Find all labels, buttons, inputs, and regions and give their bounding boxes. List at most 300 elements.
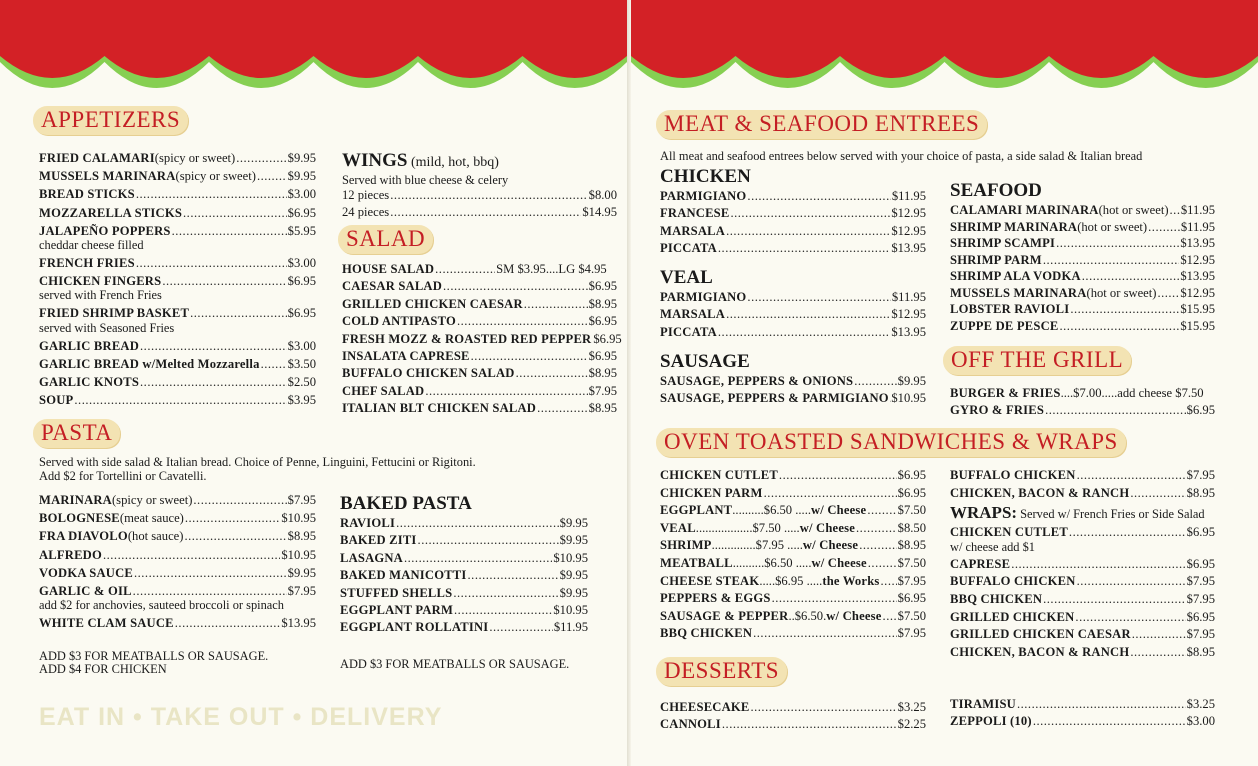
item-subtext: w/ cheese add $1 <box>950 539 1035 554</box>
dot-leader <box>524 296 588 313</box>
item-price: $13.95 <box>1180 236 1215 250</box>
item-name: SHRIMP ALA VODKA <box>950 269 1081 283</box>
item-name: GARLIC & OIL <box>39 584 132 599</box>
item-name: SHRIMP MARINARA <box>950 219 1078 234</box>
sandwich-item <box>660 590 926 608</box>
sandwich-item <box>660 573 926 591</box>
sausage-entree <box>660 373 926 390</box>
dot-leader <box>261 355 287 373</box>
item-name: CHICKEN FINGERS <box>39 274 162 289</box>
item-name: PICCATA <box>660 324 717 339</box>
salad-item <box>342 331 622 348</box>
wings-title: WINGS <box>342 150 408 171</box>
item-base-price: ..........$6.50 ..... <box>732 555 812 570</box>
item-price: $7.50 <box>897 503 926 518</box>
item-price-text: $7.00.....add cheese $7.50 <box>1073 386 1204 400</box>
dot-leader <box>396 515 559 532</box>
item-price: $6.95 <box>1186 609 1215 624</box>
red-scalloped-banner <box>0 0 627 100</box>
item-name: FRIED CALAMARI <box>39 151 155 165</box>
item-name: ZEPPOLI (10) <box>950 714 1032 729</box>
dot-leader <box>854 373 896 390</box>
item-name: TIRAMISU <box>950 697 1016 711</box>
item-name: PARMIGIANO <box>660 189 747 203</box>
item-price: $10.95 <box>891 391 926 406</box>
dot-leader <box>1132 626 1186 644</box>
item-name: CHEESECAKE <box>660 700 750 714</box>
chicken-entree <box>660 223 926 240</box>
item-price: $6.95 <box>593 331 622 346</box>
item-price: $14.95 <box>582 205 617 220</box>
dot-leader <box>236 149 286 167</box>
item-price: $2.25 <box>897 717 926 732</box>
meat-intro: All meat and seafood entrees below served with your choice of pasta, a side salad & Italian bread <box>660 149 1143 163</box>
pasta-item <box>39 614 316 632</box>
item-name: CANNOLI <box>660 717 721 732</box>
item-price: $8.95 <box>897 538 926 553</box>
wrap-item <box>950 591 1215 609</box>
item-name: ITALIAN BLT CHICKEN SALAD <box>342 401 537 416</box>
item-name: MUSSELS MARINARA <box>950 285 1087 300</box>
item-price: $9.95 <box>287 151 316 165</box>
item-name: GARLIC BREAD w/Melted Mozzarella <box>39 356 260 371</box>
item-name: MOZZARELLA STICKS <box>39 205 183 220</box>
dot-leader <box>454 602 552 619</box>
sausage-entree <box>660 390 926 407</box>
item-price: $12.95 <box>1180 285 1215 300</box>
dot-leader <box>1148 219 1180 236</box>
sandwich-item <box>950 467 1215 485</box>
item-name: FRESH MOZZ & ROASTED RED PEPPER <box>342 331 592 346</box>
item-note: (meat sauce) <box>119 511 184 526</box>
item-note: (spicy or sweet) <box>111 493 193 507</box>
item-price: $9.95 <box>897 374 926 388</box>
item-name: CHICKEN, BACON & RANCH <box>950 485 1130 500</box>
dot-leader <box>136 254 287 272</box>
veal-entree <box>660 289 926 306</box>
seafood-entree <box>950 252 1215 269</box>
dot-leader <box>1059 318 1179 335</box>
dot-leader <box>184 527 286 545</box>
item-price: $3.00 <box>1186 714 1215 729</box>
wings-note: (mild, hot, bbq) <box>407 155 499 170</box>
section-title-desserts: DESSERTS <box>656 657 787 686</box>
dot-leader <box>140 337 287 355</box>
dot-leader <box>881 573 897 591</box>
pasta-addon-meatballs: ADD $3 FOR MEATBALLS OR SAUSAGE. <box>39 649 269 663</box>
item-price: $6.95 <box>287 205 316 220</box>
item-option: w/ Cheese <box>811 555 867 570</box>
wrap-item <box>950 626 1215 644</box>
item-price: $5.95 <box>287 223 316 238</box>
appetizer-item <box>39 254 316 272</box>
item-price: $11.95 <box>891 290 926 304</box>
item-name: SOUP <box>39 393 74 408</box>
item-name: MARSALA <box>660 223 726 238</box>
item-name: EGGPLANT ROLLATINI <box>340 620 489 635</box>
item-price: $3.50 <box>287 356 316 371</box>
item-name: GYRO & FRIES <box>950 403 1045 418</box>
seafood-entree <box>950 285 1215 302</box>
pasta-item <box>39 509 316 527</box>
item-name: FRA DIAVOLO <box>39 529 128 544</box>
item-name: ALFREDO <box>39 547 102 562</box>
dot-leader <box>726 306 890 323</box>
item-name: CHEF SALAD <box>342 383 425 398</box>
pasta-addon-chicken: ADD $4 FOR CHICKEN <box>39 662 167 676</box>
dot-leader <box>425 383 587 400</box>
item-price: $11.95 <box>1180 219 1215 234</box>
dot-leader <box>779 467 897 485</box>
dot-leader <box>404 550 552 567</box>
baked-pasta-item <box>340 619 588 636</box>
item-name: RAVIOLI <box>340 516 396 530</box>
baked-pasta-item <box>340 550 588 567</box>
dot-leader <box>443 278 588 295</box>
item-price: $8.95 <box>287 529 316 544</box>
item-base-price: ..............$7.95 ..... <box>711 538 803 553</box>
item-price: $7.95 <box>287 493 316 507</box>
item-name: CAPRESE <box>950 556 1011 571</box>
item-price: $7.95 <box>588 383 617 398</box>
pasta-list <box>39 491 316 632</box>
item-price: $3.00 <box>287 187 316 202</box>
item-name: BAKED MANICOTTI <box>340 568 467 583</box>
item-price: $12.95 <box>891 307 926 322</box>
item-note: (hot or sweet) <box>1098 203 1169 217</box>
item-name: FRIED SHRIMP BASKET <box>39 306 190 321</box>
baked-pasta-item <box>340 515 588 532</box>
wrap-item <box>950 644 1215 662</box>
sandwich-item <box>660 555 926 573</box>
item-name: SHRIMP PARM <box>950 252 1042 267</box>
item-base-price: .....$6.95 ..... <box>759 573 823 588</box>
veal-entree <box>660 306 926 323</box>
appetizer-item <box>39 304 316 322</box>
seafood-entree <box>950 301 1215 318</box>
dot-leader <box>1069 524 1186 542</box>
item-price: SM $3.95....LG $4.95 <box>496 262 607 276</box>
item-name: STUFFED SHELLS <box>340 585 453 600</box>
item-name: VEAL <box>660 520 696 535</box>
item-price: $8.95 <box>1186 485 1215 500</box>
item-price: $6.95 <box>897 485 926 500</box>
sandwich-item <box>660 520 926 538</box>
item-name: BOLOGNESE <box>39 511 120 526</box>
item-price: $7.50 <box>897 555 926 570</box>
item-name: GRILLED CHICKEN CAESAR <box>342 296 523 311</box>
item-name: SHRIMP <box>660 538 712 553</box>
item-name: BBQ CHICKEN <box>950 591 1043 606</box>
item-price: $6.95 <box>1186 403 1215 418</box>
item-name: LASAGNA <box>340 550 403 565</box>
dot-leader <box>1082 268 1180 285</box>
item-price: $13.95 <box>891 241 926 256</box>
item-name: ZUPPE DE PESCE <box>950 318 1059 333</box>
item-price: $6.95 <box>287 306 316 321</box>
item-name: FRENCH FRIES <box>39 256 135 271</box>
section-title-meat-seafood: MEAT & SEAFOOD ENTREES <box>656 110 987 139</box>
dot-leader <box>883 608 897 626</box>
dot-leader <box>162 272 286 290</box>
item-price: $9.95 <box>559 568 588 583</box>
dot-leader <box>183 204 287 222</box>
wraps-list <box>950 524 1215 661</box>
appetizers-list <box>39 149 316 409</box>
wings-item <box>342 187 617 204</box>
salad-item <box>342 296 617 313</box>
item-note: (spicy or sweet) <box>154 151 236 165</box>
baked-pasta-title: BAKED PASTA <box>340 493 472 514</box>
item-subtext: served with French Fries <box>39 288 162 303</box>
item-base-price: ..$6.50. <box>788 608 827 623</box>
item-price: $12.95 <box>1180 252 1215 267</box>
item-name: EGGPLANT <box>660 503 733 518</box>
baked-pasta-item <box>340 602 588 619</box>
dot-leader <box>747 188 890 205</box>
item-name: BUFFALO CHICKEN <box>950 574 1076 589</box>
item-subtext: add $2 for anchovies, sauteed broccoli or spinach <box>39 598 284 613</box>
item-price: $7.95 <box>897 626 926 641</box>
dot-leader <box>190 304 287 322</box>
item-price: $12.95 <box>891 223 926 238</box>
item-base-price: ..........$6.50 ..... <box>732 503 811 518</box>
item-price: $3.25 <box>897 700 926 714</box>
item-name: INSALATA CAPRESE <box>342 349 470 364</box>
dot-leader <box>516 365 588 382</box>
appetizer-item <box>39 337 316 355</box>
salad-item <box>342 313 617 330</box>
item-name: EGGPLANT PARM <box>340 603 454 618</box>
item-price: $6.95 <box>897 468 926 482</box>
dot-leader <box>1077 467 1186 485</box>
appetizer-item <box>39 167 316 185</box>
salad-item <box>342 400 617 417</box>
item-price: $3.95 <box>287 393 316 408</box>
dot-leader <box>390 187 587 204</box>
item-name: SAUSAGE, PEPPERS & PARMIGIANO <box>660 391 889 406</box>
wrap-item <box>950 573 1215 591</box>
item-price: $6.95 <box>287 274 316 289</box>
item-price: $7.95 <box>1186 591 1215 606</box>
item-name: BUFFALO CHICKEN <box>950 468 1076 482</box>
wings-item <box>342 204 617 221</box>
desserts-list <box>660 699 926 734</box>
section-title-off-the-grill: OFF THE GRILL <box>943 346 1131 375</box>
desserts-list-right <box>950 696 1215 731</box>
item-name: SHRIMP SCAMPI <box>950 236 1056 250</box>
item-price: $3.00 <box>287 338 316 353</box>
dot-leader <box>1043 252 1179 269</box>
veal-entrees-list <box>660 289 926 341</box>
item-option: w/ Cheese <box>826 608 882 623</box>
dot-leader <box>1077 573 1186 591</box>
section-title-sandwiches-wraps: OVEN TOASTED SANDWICHES & WRAPS <box>656 428 1126 457</box>
item-name: CHICKEN CUTLET <box>950 525 1068 540</box>
wraps-title: WRAPS: <box>950 503 1018 523</box>
salad-item <box>342 348 617 365</box>
appetizer-item <box>39 391 316 409</box>
sandwich-item <box>660 625 926 643</box>
item-price: $8.50 <box>897 520 926 535</box>
item-price: $3.00 <box>287 256 316 271</box>
item-name: GRILLED CHICKEN <box>950 609 1075 624</box>
item-name: BREAD STICKS <box>39 187 135 202</box>
salad-item <box>342 365 617 382</box>
item-name: MUSSELS MARINARA <box>39 169 176 184</box>
seafood-entree <box>950 318 1215 335</box>
dot-leader <box>867 502 896 520</box>
item-dots: .... <box>1060 386 1074 400</box>
dot-leader <box>257 167 287 185</box>
dot-leader <box>718 240 890 257</box>
item-name: CHICKEN, BACON & RANCH <box>950 644 1130 659</box>
item-price: $10.95 <box>553 550 588 565</box>
item-name: VODKA SAUCE <box>39 565 133 580</box>
item-price: $8.95 <box>588 296 617 311</box>
dot-leader <box>193 491 286 509</box>
dot-leader <box>537 400 588 417</box>
dot-leader <box>1075 609 1185 627</box>
item-price: $13.95 <box>891 324 926 339</box>
salad-item <box>342 383 617 400</box>
sandwiches-list <box>660 467 926 643</box>
item-subtext: served with Seasoned Fries <box>39 320 175 335</box>
item-price: $6.95 <box>1186 525 1215 540</box>
section-title-appetizers: APPETIZERS <box>33 106 188 135</box>
baked-addon: ADD $3 FOR MEATBALLS OR SAUSAGE. <box>340 657 570 671</box>
dot-leader <box>722 716 897 733</box>
dot-leader <box>868 555 897 573</box>
appetizer-item <box>39 149 316 167</box>
red-scalloped-banner-right <box>631 0 1258 100</box>
salad-item <box>342 261 617 278</box>
dot-leader <box>772 590 897 608</box>
salad-list <box>342 261 622 418</box>
item-price: $7.50 <box>897 608 926 623</box>
dot-leader <box>185 509 280 527</box>
appetizer-item <box>39 204 316 222</box>
dot-leader <box>1130 644 1185 662</box>
dot-leader <box>1157 285 1179 302</box>
dot-leader <box>718 324 890 341</box>
dot-leader <box>1011 556 1185 574</box>
wrap-item <box>950 609 1215 627</box>
wrap-item <box>950 556 1215 574</box>
item-price: $11.95 <box>891 189 926 203</box>
item-name: CHICKEN PARM <box>660 485 763 500</box>
item-price: $7.95 <box>287 584 316 599</box>
item-price: $11.95 <box>553 620 588 635</box>
dessert-item <box>950 713 1215 730</box>
item-name: PARMIGIANO <box>660 290 747 304</box>
item-price: $9.95 <box>559 585 588 600</box>
item-price: $8.95 <box>588 401 617 416</box>
item-price: $9.95 <box>287 565 316 580</box>
dessert-item <box>660 699 926 716</box>
dot-leader <box>859 537 896 555</box>
wings-list <box>342 187 617 222</box>
dot-leader <box>1170 202 1180 219</box>
wraps-note: Served w/ French Fries or Side Salad <box>1017 507 1205 522</box>
item-price: $10.95 <box>553 603 588 618</box>
item-name: CHEESE STEAK <box>660 573 760 588</box>
chicken-entree <box>660 240 926 257</box>
item-name: MARSALA <box>660 307 726 322</box>
seafood-entree <box>950 235 1215 252</box>
grill-item <box>950 402 1215 419</box>
item-name: BUFFALO CHICKEN SALAD <box>342 366 515 381</box>
dot-leader <box>730 205 890 222</box>
dot-leader <box>890 390 891 407</box>
chicken-title: CHICKEN <box>660 166 751 187</box>
item-note: (hot or sweet) <box>1077 219 1148 234</box>
veal-title: VEAL <box>660 267 713 288</box>
item-name: LOBSTER RAVIOLI <box>950 302 1070 316</box>
right-menu-page <box>631 0 1258 766</box>
dot-leader <box>1045 402 1186 419</box>
item-name: HOUSE SALAD <box>342 262 435 276</box>
item-price: $10.95 <box>281 547 316 562</box>
pasta-intro: Served with side salad & Italian bread. Choice of Penne, Linguini, Fettucini or Rigitoni. <box>39 455 476 469</box>
dot-leader <box>74 391 286 409</box>
wings-subtitle: Served with blue cheese & celery <box>342 173 509 187</box>
item-name: COLD ANTIPASTO <box>342 314 456 329</box>
seafood-entrees-list <box>950 202 1215 334</box>
item-price: $8.95 <box>1186 644 1215 659</box>
item-price: $9.95 <box>559 516 588 530</box>
item-price: $7.95 <box>1186 574 1215 589</box>
item-name: PICCATA <box>660 241 717 256</box>
chicken-entree <box>660 205 926 222</box>
dot-leader <box>390 204 581 221</box>
item-name: CHICKEN CUTLET <box>660 468 778 482</box>
appetizer-item <box>39 185 316 203</box>
dessert-item <box>950 696 1215 713</box>
chicken-entrees-list <box>660 188 926 258</box>
dot-leader <box>457 313 588 330</box>
sandwich-item <box>660 608 926 626</box>
veal-entree <box>660 324 926 341</box>
dot-leader <box>468 567 559 584</box>
salad-item <box>342 278 617 295</box>
pasta-intro-extra: Add $2 for Tortellini or Cavatelli. <box>39 469 207 483</box>
dot-leader <box>140 373 287 391</box>
dot-leader <box>726 223 890 240</box>
item-name: MEATBALL <box>660 555 733 570</box>
dessert-item <box>660 716 926 733</box>
sandwich-item <box>950 485 1215 503</box>
item-price: $6.95 <box>588 314 617 329</box>
item-name: BBQ CHICKEN <box>660 626 753 641</box>
dot-leader <box>435 261 495 278</box>
dot-leader <box>453 585 558 602</box>
appetizer-item <box>39 355 316 373</box>
eat-in-take-out-delivery: EAT IN • TAKE OUT • DELIVERY <box>39 703 443 731</box>
dot-leader <box>1130 485 1185 503</box>
seafood-title: SEAFOOD <box>950 180 1042 201</box>
sandwich-item <box>660 502 926 520</box>
dot-leader <box>103 546 280 564</box>
item-name: GRILLED CHICKEN CAESAR <box>950 627 1131 642</box>
item-option: the Works <box>822 573 880 588</box>
section-title-salad: SALAD <box>338 225 433 254</box>
section-title-pasta: PASTA <box>33 419 120 448</box>
sandwiches-list-right <box>950 467 1215 502</box>
dot-leader <box>1056 235 1179 252</box>
grill-list <box>950 385 1215 420</box>
item-note: (hot or sweet) <box>1086 285 1157 300</box>
